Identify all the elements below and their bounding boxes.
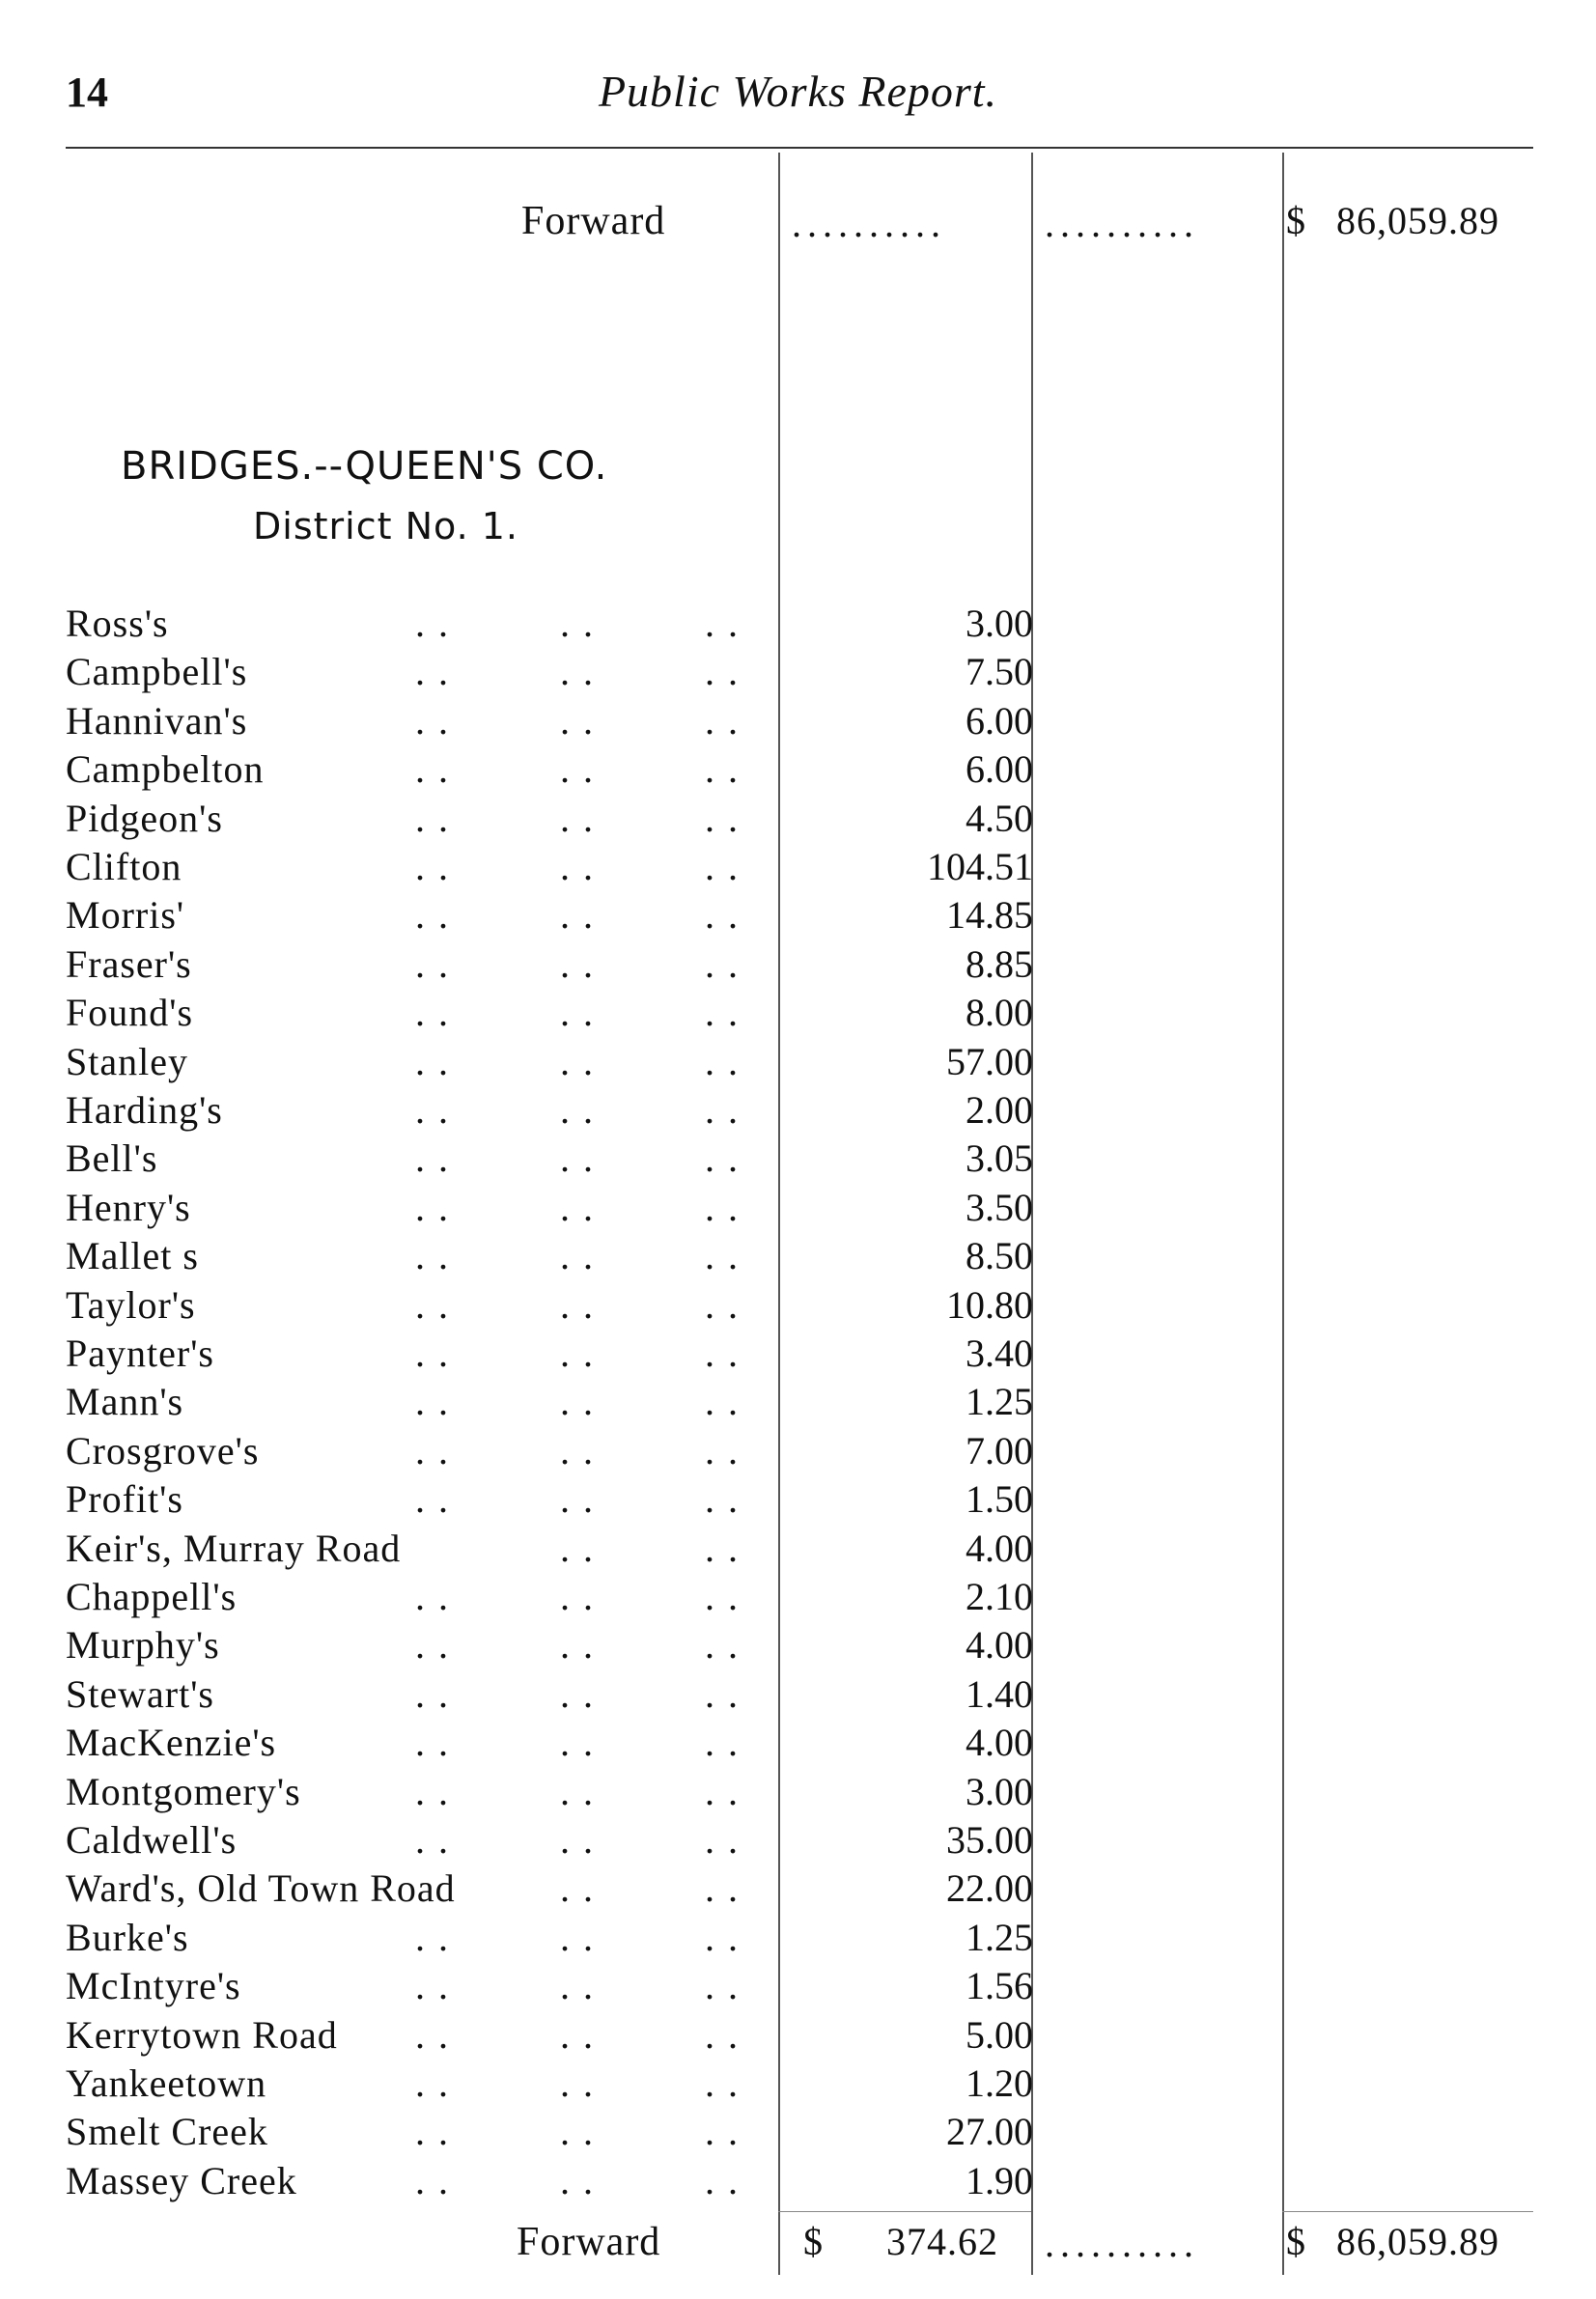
item-name: Keir's, Murray Road	[66, 1526, 402, 1570]
leader-dots: . .	[705, 1332, 740, 1375]
list-item	[0, 1817, 1596, 1866]
list-item	[0, 746, 1596, 796]
list-item	[0, 649, 1596, 698]
leader-dots: . .	[415, 1428, 450, 1472]
leader-dots: . .	[415, 1185, 450, 1229]
leader-dots: . .	[705, 1234, 740, 1278]
item-name: Bell's	[66, 1136, 158, 1181]
leader-dots: . .	[560, 1282, 595, 1327]
item-amount: 1.90	[966, 2158, 1033, 2202]
forward-bottom-total: 86,059.89	[1336, 2220, 1499, 2263]
item-amount: 3.40	[966, 1332, 1033, 1375]
list-item	[0, 2109, 1596, 2158]
item-name: Montgomery's	[66, 1769, 301, 1813]
item-amount: 1.50	[966, 1477, 1033, 1522]
leader-dots: . .	[560, 796, 595, 840]
list-item	[0, 941, 1596, 991]
item-name: Hannivan's	[66, 698, 248, 743]
leader-dots: . .	[560, 1477, 595, 1522]
leader-dots: . .	[705, 1623, 740, 1668]
leader-dots: . .	[415, 602, 450, 645]
item-amount: 4.00	[966, 1526, 1033, 1570]
leader-dots: . .	[560, 1526, 595, 1570]
item-name: Taylor's	[66, 1282, 196, 1327]
list-item	[0, 1039, 1596, 1088]
item-amount: 6.00	[966, 747, 1033, 792]
leader-dots: . .	[415, 1623, 450, 1668]
leader-dots: . .	[560, 1575, 595, 1618]
item-name: Campbell's	[66, 650, 248, 694]
leader-dots: . .	[415, 747, 450, 792]
section-heading: BRIDGES.--QUEEN'S CO.	[121, 444, 608, 489]
item-amount: 7.00	[966, 1428, 1033, 1472]
leader-dots: . .	[415, 796, 450, 840]
leader-dots: . .	[415, 1575, 450, 1618]
leader-dots: . .	[560, 1234, 595, 1278]
running-title: Public Works Report.	[598, 67, 998, 116]
leader-dots: . .	[415, 1477, 450, 1522]
district-heading: District No. 1.	[253, 505, 518, 547]
leader-dots: . .	[415, 1964, 450, 2008]
leader-dots: . .	[415, 2012, 450, 2057]
list-item	[0, 1720, 1596, 1769]
leader-dots: . .	[415, 1818, 450, 1862]
list-item	[0, 1282, 1596, 1332]
item-name: Campbelton	[66, 747, 265, 792]
leader-dots: . .	[705, 1039, 740, 1083]
leader-dots: . .	[705, 941, 740, 986]
item-amount: 10.80	[946, 1282, 1033, 1327]
list-item	[0, 1233, 1596, 1282]
list-item	[0, 1671, 1596, 1721]
list-item	[0, 1865, 1596, 1915]
forward-top-label: Forward	[521, 199, 666, 243]
item-amount: 4.00	[966, 1623, 1033, 1668]
leader-dots: . .	[415, 698, 450, 743]
item-amount: 6.00	[966, 698, 1033, 743]
leader-dots: . .	[560, 2061, 595, 2105]
leader-dots: . .	[705, 1818, 740, 1862]
leader-dots: . .	[415, 991, 450, 1035]
item-name: Pidgeon's	[66, 796, 223, 840]
leader-dots: . .	[415, 1915, 450, 1959]
leader-dots: . .	[560, 1964, 595, 2008]
item-amount: 57.00	[946, 1039, 1033, 1083]
leader-dots: . .	[705, 650, 740, 694]
leader-dots: . .	[560, 1428, 595, 1472]
leader-dots: . .	[705, 1671, 740, 1716]
leader-dots: . .	[560, 1769, 595, 1813]
item-name: McIntyre's	[66, 1964, 241, 2008]
leader-dots: . .	[705, 2110, 740, 2154]
leader-dots: . .	[415, 941, 450, 986]
leader-dots: . .	[560, 1332, 595, 1375]
item-name: Morris'	[66, 893, 185, 938]
item-name: Caldwell's	[66, 1818, 238, 1862]
leader-dots: . .	[560, 1136, 595, 1181]
subtotal-rule	[778, 2211, 1031, 2212]
item-name: Yankeetown	[66, 2061, 267, 2105]
leader-dots: . .	[560, 650, 595, 694]
list-item	[0, 2158, 1596, 2207]
forward-top-currency: $	[1286, 199, 1305, 242]
item-name: Smelt Creek	[66, 2110, 268, 2154]
leader-dots: . .	[705, 1526, 740, 1570]
leader-dots: . .	[705, 991, 740, 1035]
leader-dots: . .	[560, 845, 595, 888]
item-name: Ward's, Old Town Road	[66, 1866, 456, 1911]
item-name: Harding's	[66, 1088, 223, 1132]
list-item	[0, 844, 1596, 893]
leader-dots: . .	[560, 1915, 595, 1959]
list-item	[0, 1476, 1596, 1526]
item-amount: 3.05	[966, 1136, 1033, 1181]
leader-dots: . .	[560, 1671, 595, 1716]
item-name: Fraser's	[66, 941, 192, 986]
forward-top-leaders-col2: ..........	[1045, 202, 1199, 245]
list-item	[0, 698, 1596, 747]
item-amount: 35.00	[946, 1818, 1033, 1862]
leader-dots: . .	[705, 1769, 740, 1813]
leader-dots: . .	[560, 2012, 595, 2057]
leader-dots: . .	[560, 747, 595, 792]
list-item	[0, 1963, 1596, 2012]
item-name: Profit's	[66, 1477, 183, 1522]
item-amount: 8.00	[966, 991, 1033, 1035]
list-item	[0, 1622, 1596, 1671]
leader-dots: . .	[560, 941, 595, 986]
leader-dots: . .	[705, 747, 740, 792]
leader-dots: . .	[560, 991, 595, 1035]
item-name: Kerrytown Road	[66, 2012, 338, 2057]
leader-dots: . .	[415, 2110, 450, 2154]
item-name: Henry's	[66, 1185, 191, 1229]
item-amount: 7.50	[966, 650, 1033, 694]
item-name: Ross's	[66, 602, 169, 645]
leader-dots: . .	[415, 650, 450, 694]
item-amount: 8.85	[966, 941, 1033, 986]
leader-dots: . .	[415, 1039, 450, 1083]
item-name: Found's	[66, 991, 194, 1035]
total-rule	[1282, 2211, 1533, 2212]
list-item	[0, 1915, 1596, 1964]
leader-dots: . .	[705, 1428, 740, 1472]
leader-dots: . .	[560, 602, 595, 645]
list-item	[0, 601, 1596, 650]
leader-dots: . .	[705, 1136, 740, 1181]
leader-dots: . .	[560, 1866, 595, 1911]
leader-dots: . .	[415, 1088, 450, 1132]
header-rule	[66, 147, 1533, 149]
item-amount: 3.00	[966, 1769, 1033, 1813]
leader-dots: . .	[560, 1623, 595, 1668]
leader-dots: . .	[560, 1818, 595, 1862]
list-item	[0, 796, 1596, 845]
leader-dots: . .	[705, 2012, 740, 2057]
leader-dots: . .	[415, 1380, 450, 1424]
leader-dots: . .	[560, 1088, 595, 1132]
item-amount: 1.25	[966, 1380, 1033, 1424]
item-amount: 1.25	[966, 1915, 1033, 1959]
leader-dots: . .	[705, 1575, 740, 1618]
item-name: Murphy's	[66, 1623, 220, 1668]
forward-bottom-currency: $	[1286, 2220, 1305, 2263]
item-name: Burke's	[66, 1915, 189, 1959]
leader-dots: . .	[705, 893, 740, 938]
forward-top-leaders-col1: ..........	[792, 202, 946, 245]
leader-dots: . .	[705, 1477, 740, 1522]
leader-dots: . .	[415, 1721, 450, 1765]
leader-dots: . .	[415, 893, 450, 938]
leader-dots: . .	[705, 1282, 740, 1327]
leader-dots: . .	[415, 1234, 450, 1278]
forward-bottom-subtotal: 374.62	[886, 2220, 998, 2263]
leader-dots: . .	[415, 1769, 450, 1813]
list-item	[0, 1526, 1596, 1575]
forward-top-total: 86,059.89	[1336, 199, 1499, 242]
leader-dots: . .	[705, 1964, 740, 2008]
list-item	[0, 1135, 1596, 1185]
item-name: MacKenzie's	[66, 1721, 277, 1765]
item-name: Mallet s	[66, 1234, 199, 1278]
leader-dots: . .	[705, 602, 740, 645]
item-name: Paynter's	[66, 1332, 214, 1375]
leader-dots: . .	[415, 2061, 450, 2105]
item-amount: 1.40	[966, 1671, 1033, 1716]
leader-dots: . .	[415, 1136, 450, 1181]
leader-dots: . .	[415, 1671, 450, 1716]
item-amount: 8.50	[966, 1234, 1033, 1278]
leader-dots: . .	[705, 1088, 740, 1132]
leader-dots: . .	[415, 2158, 450, 2202]
leader-dots: . .	[705, 1721, 740, 1765]
leader-dots: . .	[415, 1332, 450, 1375]
item-name: Stanley	[66, 1039, 188, 1083]
leader-dots: . .	[560, 2158, 595, 2202]
leader-dots: . .	[560, 1380, 595, 1424]
page-number: 14	[66, 69, 108, 116]
item-amount: 14.85	[946, 893, 1033, 938]
leader-dots: . .	[705, 1380, 740, 1424]
item-name: Mann's	[66, 1380, 184, 1424]
list-item	[0, 1379, 1596, 1428]
item-amount: 4.50	[966, 796, 1033, 840]
leader-dots: . .	[560, 1721, 595, 1765]
list-item	[0, 1331, 1596, 1380]
forward-bottom-label: Forward	[517, 2220, 661, 2264]
item-amount: 27.00	[946, 2110, 1033, 2154]
item-amount: 3.00	[966, 602, 1033, 645]
list-item	[0, 990, 1596, 1039]
leader-dots: . .	[705, 2061, 740, 2105]
leader-dots: . .	[560, 893, 595, 938]
leader-dots: . .	[415, 845, 450, 888]
item-amount: 1.56	[966, 1964, 1033, 2008]
leader-dots: . .	[705, 698, 740, 743]
list-item	[0, 892, 1596, 941]
forward-bottom-currency-col1: $	[803, 2220, 823, 2263]
leader-dots: . .	[415, 1282, 450, 1327]
leader-dots: . .	[705, 1915, 740, 1959]
list-item	[0, 1574, 1596, 1623]
item-name: Stewart's	[66, 1671, 214, 1716]
forward-bottom-leaders-col2: ..........	[1045, 2222, 1199, 2265]
leader-dots: . .	[560, 698, 595, 743]
item-name: Crosgrove's	[66, 1428, 260, 1472]
list-item	[0, 1185, 1596, 1234]
item-amount: 4.00	[966, 1721, 1033, 1765]
leader-dots: . .	[560, 1185, 595, 1229]
leader-dots: . .	[560, 1039, 595, 1083]
leader-dots: . .	[705, 845, 740, 888]
item-amount: 2.00	[966, 1088, 1033, 1132]
item-name: Clifton	[66, 845, 182, 888]
item-amount: 5.00	[966, 2012, 1033, 2057]
leader-dots: . .	[705, 796, 740, 840]
item-amount: 3.50	[966, 1185, 1033, 1229]
item-amount: 104.51	[927, 845, 1033, 888]
list-item	[0, 1428, 1596, 1477]
item-amount: 22.00	[946, 1866, 1033, 1911]
leader-dots: . .	[560, 2110, 595, 2154]
list-item	[0, 2061, 1596, 2110]
leader-dots: . .	[705, 1185, 740, 1229]
leader-dots: . .	[705, 1866, 740, 1911]
leader-dots: . .	[705, 2158, 740, 2202]
list-item	[0, 1769, 1596, 1818]
item-name: Chappell's	[66, 1575, 238, 1618]
list-item	[0, 2012, 1596, 2061]
item-amount: 2.10	[966, 1575, 1033, 1618]
item-name: Massey Creek	[66, 2158, 297, 2202]
list-item	[0, 1087, 1596, 1136]
item-amount: 1.20	[966, 2061, 1033, 2105]
